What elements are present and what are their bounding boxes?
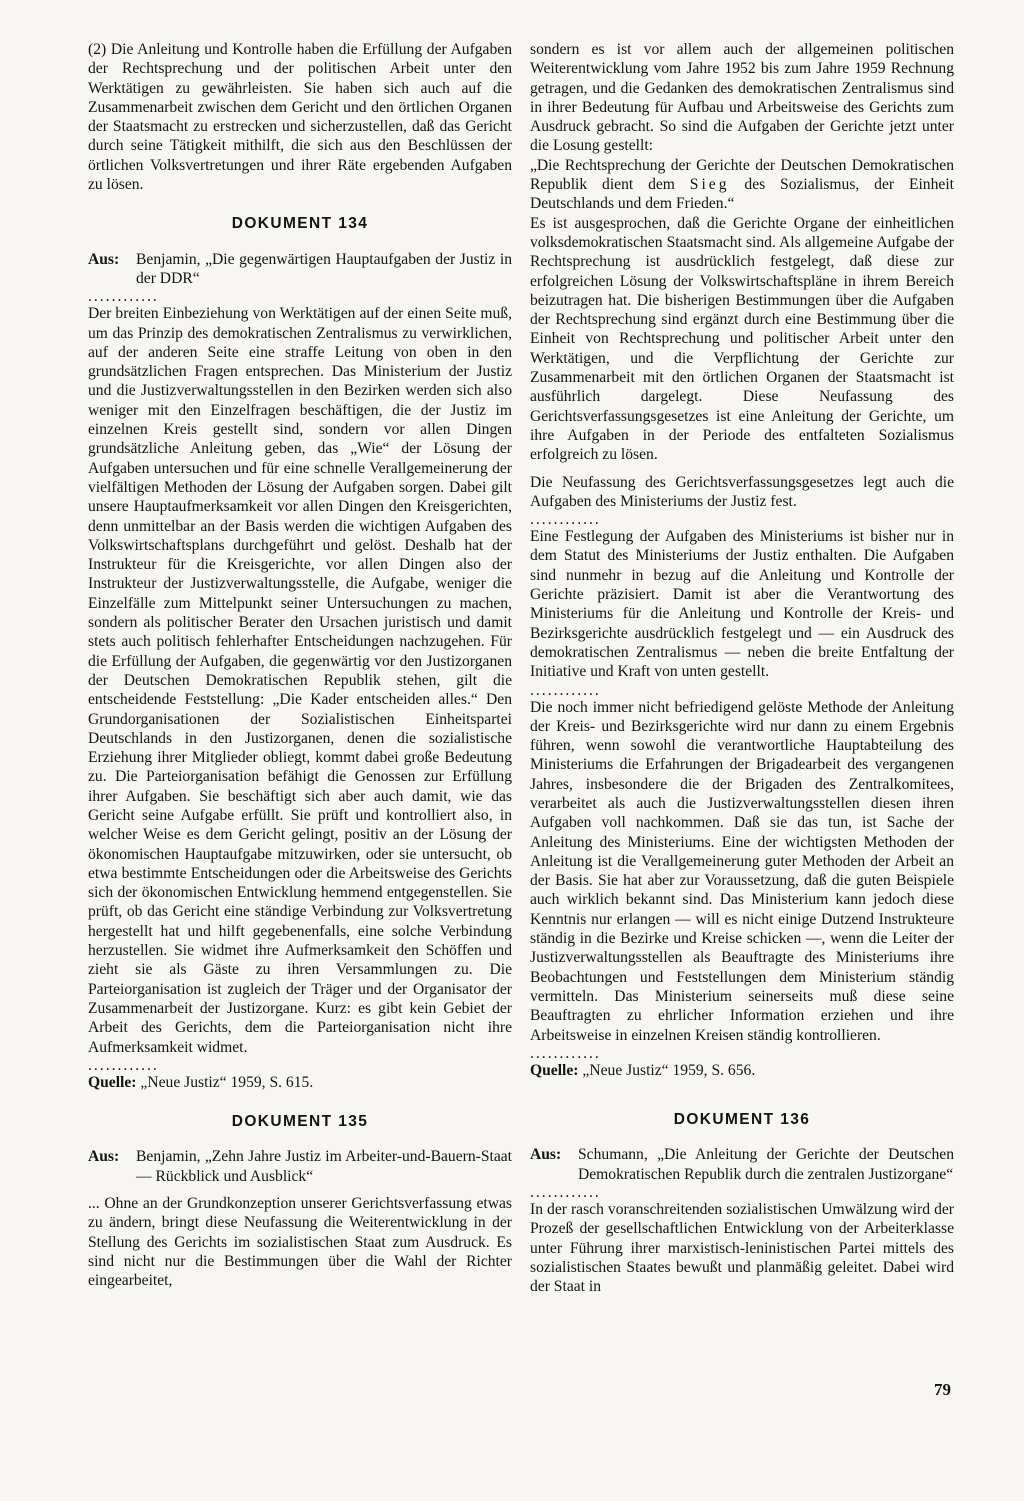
paragraph: Die noch immer nicht befriedigend gelöste Methode der Anleitung der Kreis- und Bezirksgerichte wird nur dann zu einem Ergebnis führen, wenn sowohl die verantwortliche Hauptabteilung des Ministeriums die Erfahrungen der Brigadearbeit des vergangenen Jahres, insbesondere die der Brigaden des Zentralkomitees, verarbeitet als auch die Justizverwaltungsstellen diesen ihren Aufgaben voll nachkommen. Daß sie das tun, ist Sache der Anleitung des Ministeriums. Eine der wichtigsten Methoden der Anleitung ist die Verallgemeinerung guter Methoden der Arbeit an der Basis. Sie hat aber zur Voraussetzung, daß die guten Beispiele auch wirklich bekannt sind. Das Ministerium kann jedoch diese Kenntnis nur erlangen — will es nicht einige Dutzend Instrukteure ständig in die Bezirke und Kreise schicken —, wenn die Leiter der Justizverwaltungsstellen als Beauftragte des Ministeriums ihre Beobachtungen und Feststellungen dem Ministerium ständig vermitteln. Das Ministerium seinerseits muß diese seine Beauftragten zu ehrlicher Information erziehen und ihre Arbeitsweise in einzelnen Kreisen ständig kontrollieren. (530, 698, 954, 1044)
paragraph: Eine Festlegung der Aufgaben des Ministeriums ist bisher nur in dem Statut des Ministeriums der Justiz enthalten. Die Aufgaben sind nunmehr in bezug auf die Anleitung und Kontrolle der Gerichte präzisiert. Damit ist aber die Verantwortung des Ministeriums für die Anleitung und Kontrolle der Kreis- und Bezirksgerichte ausdrücklich festgelegt und — ein Ausdruck des demokratischen Zentralismus — neben die breite Entfaltung der Initiative und Kraft von unten gestellt. (530, 528, 954, 681)
doc135-citation (530, 1061, 954, 1080)
quelle-text: „Neue Justiz“ 1959, S. 615. (140, 1073, 314, 1091)
heading-dokument-134: DOKUMENT 134 (231, 215, 369, 233)
right-column (530, 40, 954, 1297)
quelle-label: Quelle: (88, 1073, 137, 1091)
heading-dokument-135: DOKUMENT 135 (231, 1113, 369, 1131)
doc134-body: Der breiten Einbeziehung von Werktätigen auf der einen Seite muß, um das Prinzip des demokratischen Zentralismus zu verwirklichen, auf der anderen Seite eine straffe Leitung von oben in den grundsätzlichen Fragen entsprechen. Das Ministerium der Justiz und die Justizverwaltungsstellen in den Bezirken werden sich also weniger mit den Einzelfragen beschäftigen, die der Justiz im einzelnen Kreis gestellt sind, sondern vor allen Dingen grundsätzliche Anleitung geben, das „Wie“ der Lösung der Aufgaben untersuchen und für eine schnelle Verallgemeinerung der vielfältigen Methoden der Lösung der Aufgaben sorgen. Dabei gilt unsere Hauptaufmerksamkeit vor allen Dingen den Kreisgerichten, denn unmittelbar an der Basis werden die wichtigen Aufgaben des Volkswirtschaftsplans durchgeführt und gelöst. Deshalb hat der Instrukteur für die Kreisgerichte, vor allen Dingen also der Instrukteur der Justizverwaltungsstelle, die Aufgabe, weniger die Einzelfälle zum Mittelpunkt seiner Untersuchungen zu machen, sondern als politischer Berater den Ursachen juristisch und damit stets auch politisch fehlerhafter Entscheidungen nachzugehen. Für die Erfüllung der Aufgaben, die gegenwärtig vor den Justizorganen der Deutschen Demokratischen Republik stehen, gilt die entscheidende Feststellung: „Die Kader entscheiden alles.“ Den Grundorganisationen der Sozialistischen Einheitspartei Deutschlands in den Justizorganen, denen die sozialistische Erziehung ihrer Mitglieder obliegt, kommt dabei große Bedeutung zu. Die Parteiorganisation befähigt die Genossen zur Erfüllung ihrer Aufgaben. Sie beschäftigt sich aber auch damit, wie das Gericht seine Aufgabe erfüllt. Sie prüft und kontrolliert also, in welcher Weise es dem Gericht gelingt, positiv an der Lösung der ökonomischen Hauptaufgabe mitzuwirken, oder sie untersucht, ob etwa bestimmte Entscheidungen oder die Arbeitsweise des Gerichts sich der ökonomischen Entwicklung hemmend entgegenstellen. Sie prüft, ob das Gericht eine ständige Verbindung zur Volksvertretung hergestellt hat und hilft gegebenenfalls, eine solche Verbindung herzustellen. Sie widmet ihre Aufmerksamkeit den Schöffen und zieht sie als Gäste zu ihren Versammlungen zu. Die Parteiorganisation ist zugleich der Träger und der Organisator der Zusammenarbeit der Justizorgane. Kurz: es gibt kein Gebiet der Arbeit des Gerichts, dem die Parteiorganisation nicht ihre Aufmerksamkeit widmet. (88, 305, 512, 1056)
quelle-text: „Neue Justiz“ 1959, S. 656. (582, 1061, 756, 1079)
ellipsis-dots: ............ (88, 288, 159, 306)
paragraph-continuation: (2) Die Anleitung und Kontrolle haben die Erfüllung der Aufgaben der Rechtsprechung und der politischen Arbeit unter den Werktätigen zu gewährleisten. Sie haben sich auch auf die Zusammenarbeit zwischen dem Gericht und den örtlichen Organen der Staatsmacht zu erstrecken und sicherzustellen, daß das Gericht durch seine Tätigkeit mithilft, die sich aus den Beschlüssen der örtlichen Volksvertretungen und ihrer Räte ergebenden Aufgaben zu lösen. (88, 41, 512, 194)
doc135-source-line (88, 1147, 512, 1186)
aus-label: Aus: (88, 250, 120, 268)
aus-text: Benjamin, „Die gegenwärtigen Hauptaufgaben der Justiz in der DDR“ (136, 250, 512, 287)
spaced-word: Sieg (689, 176, 730, 194)
page-number: 79 (934, 1380, 951, 1399)
block-quote: „Die Rechtsprechung der Gerichte der Deutschen Demokratischen Republik dient dem Sieg des Sozialismus, der Einheit Deutschlands und dem Frieden.“ (530, 156, 954, 213)
left-column (88, 40, 512, 1291)
paragraph-continuation: sondern es ist vor allem auch der allgemeinen politischen Weiterentwicklung vom Jahre 1952 bis zum Jahre 1959 Rechnung getragen, und die Gedanken des demokratischen Zentralismus sind in ihrer Bedeutung für Aufbau und Arbeitsweise des Gerichts zum Ausdruck gebracht. So sind die Aufgaben der Gerichte jetzt unter die Losung gestellt: (530, 41, 954, 155)
ellipsis-dots: ............ (530, 681, 601, 699)
paragraph: Die Neufassung des Gerichtsverfassungsgesetzes legt auch die Aufgaben des Ministeriums der Justiz fest. (530, 473, 954, 510)
doc136-body: In der rasch voranschreitenden sozialistischen Umwälzung wird der Prozeß der gesellschaftlichen Entwicklung von der Arbeiterklasse unter Führung ihrer marxistisch-leninistischen Partei mittels des sozialistischen Staates bewußt und planmäßig geleitet. Dabei wird der Staat in (530, 1201, 954, 1296)
ellipsis-dots: ............ (530, 1184, 601, 1202)
quelle-label: Quelle: (530, 1061, 579, 1079)
paragraph: Es ist ausgesprochen, daß die Gerichte Organe der einheitlichen volksdemokratischen Staatsmacht sind. Als allgemeine Aufgabe der Rechtsprechung ist ausdrücklich festgelegt, daß diese zur erfolgreichen Lösung der Volkswirtschaftspläne in ihrem Bereich beizutragen hat. Die bisherigen Bestimmungen über die Aufgaben der Rechtsprechung sind ergänzt durch eine Bestimmung über die Einheit von Rechtsprechung und politischer Arbeit unter den Werktätigen, und die Verpflichtung der Gerichte zur Zusammenarbeit mit den örtlichen Organen der Staatsmacht ist ausführlich dargelegt. Diese Neufassung des Gerichtsverfassungsgesetzes ist eine Anleitung der Gerichte, um ihre Aufgaben in der Periode des entfalteten Sozialismus erfolgreich zu lösen. (530, 214, 954, 464)
aus-label: Aus: (88, 1148, 120, 1166)
doc136-source-line (530, 1145, 954, 1184)
doc134-source-line (88, 250, 512, 289)
ellipsis-dots: ............ (530, 511, 601, 529)
aus-label: Aus: (530, 1146, 562, 1164)
heading-dokument-136: DOKUMENT 136 (673, 1111, 811, 1129)
ellipsis-dots: ............ (530, 1044, 601, 1062)
ellipsis-dots: ............ (88, 1056, 159, 1074)
doc135-body: ... Ohne an der Grundkonzeption unserer Gerichtsverfassung etwas zu ändern, bringt diese Neufassung die Weiterentwicklung in der Stellung des Gerichts im sozialistischen Staat zum Ausdruck. Es sind nicht nur die Bestimmungen über die Wahl der Richter eingearbeitet, (88, 1195, 512, 1290)
aus-text: Schumann, „Die Anleitung der Gerichte der Deutschen Demokratischen Republik durch die zentralen Justizorgane“ (578, 1146, 954, 1183)
aus-text: Benjamin, „Zehn Jahre Justiz im Arbeiter-und-Bauern-Staat — Rückblick und Ausblick“ (136, 1148, 512, 1185)
doc134-citation (88, 1073, 512, 1092)
